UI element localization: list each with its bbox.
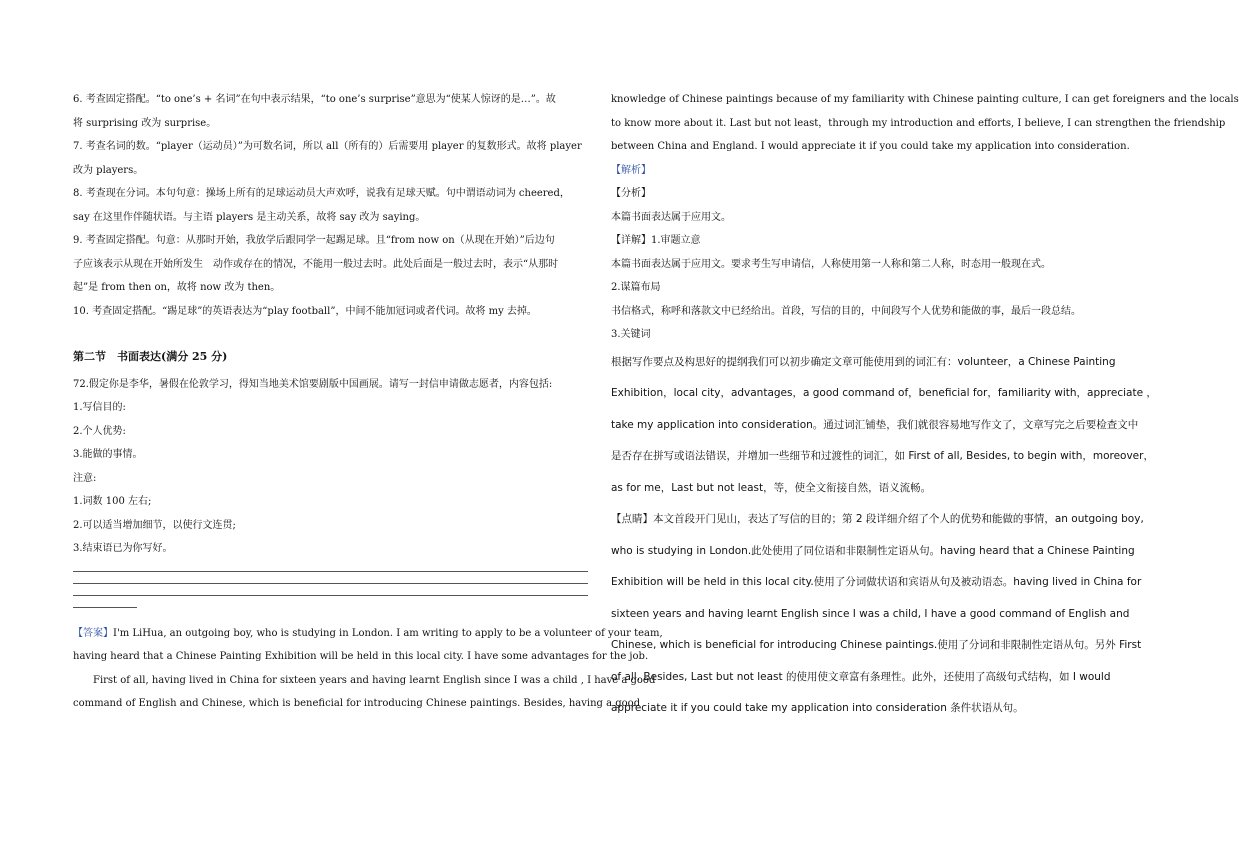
q7-line-1: 7. 考查名词的数。“player（运动员）”为可数名词，所以 all（所有的）后需要用 player 的复数形式。故将 player (73, 141, 582, 152)
q8-line-1: 8. 考查现在分词。本句句意：操场上所有的足球运动员大声欢呼，说我有足球天赋。句中谓语动词为 cheered， (73, 188, 570, 199)
answer-line-2 (73, 583, 588, 584)
xiangjie-heading: 【详解】1.审题立意 (611, 235, 701, 246)
dianjing-line-4: sixteen years and having learnt English since I was a child, I have a good command of English and (611, 607, 1130, 620)
q6-line-2: 将 surprising 改为 surprise。 (73, 117, 217, 129)
note-2: 2.可以适当增加细节，以使行文连贯; (73, 519, 236, 531)
cont-line-1: knowledge of Chinese paintings because of my familiarity with Chinese painting culture, I can get foreigners and the locals (611, 94, 1239, 105)
keywords-line-2: Exhibition，local city，advantages，a good command of，beneficial for，familiarity with，appreciate ， (611, 387, 1157, 399)
dianjing-line-7: appreciate it if you could take my application into consideration 条件状语从句。 (611, 702, 1024, 714)
answer-line-1 (73, 571, 588, 572)
section-title: 第二节 书面表达(满分 25 分) (73, 350, 228, 363)
s2-text: 书信格式，称呼和落款文中已经给出。首段，写信的目的，中间段写个人优势和能做的事，最后一段总结。 (611, 305, 1081, 317)
dianjing-line-5: Chinese, which is beneficial for introducing Chinese paintings.使用了分词和非限制性定语从句。另外 First (611, 639, 1142, 651)
q9-line-2: 子应该表示从现在开始所发生 动作或存在的情况，不能用一般过去时。此处后面是一般过去时，表示“从那时 (73, 258, 559, 270)
answer-tag: 【答案】 (73, 627, 113, 639)
answer-line-3 (73, 595, 588, 596)
keywords-line-3: take my application into consideration。通过词汇铺垫，我们就很容易地写作文了，文章写完之后要检查文中 (611, 418, 1139, 431)
cont-line-2: to know more about it. Last but not least，through my introduction and efforts, I believe, I can strengthen the friendship (611, 117, 1226, 129)
dianjing-line-2: who is studying in London.此处使用了同位语和非限制性定语从句。having heard that a Chinese Painting (611, 544, 1135, 557)
answer-line-first (73, 622, 663, 646)
q8-line-2: say 在这里作伴随状语。与主语 players 是主动关系，故将 say 改为 saying。 (73, 211, 426, 223)
answer-para2-2: command of English and Chinese, which is beneficial for introducing Chinese paintings. Besides, having a good (73, 698, 641, 709)
dianjing-line-1: 【点睛】本文首段开门见山，表达了写信的目的；第 2 段详细介绍了个人的优势和能做的事情，an outgoing boy, (611, 513, 1144, 525)
keywords-line-4: 是否存在拼写或语法错误，并增加一些细节和过渡性的词汇，如 First of all, Besides, to begin with，moreover， (611, 450, 1154, 462)
q72-prompt: 72.假定你是李华，暑假在伦敦学习，得知当地美术馆要剧版中国画展。请写一封信申请做志愿者，内容包括: (73, 378, 553, 390)
fenxi-text: 本篇书面表达属于应用文。 (611, 211, 731, 223)
keywords-line-5: as for me，Last but not least，等，使全文衔接自然，语义流畅。 (611, 481, 932, 494)
note-label: 注意: (73, 472, 97, 484)
s3-heading: 3.关键词 (611, 329, 651, 340)
dianjing-line-3: Exhibition will be held in this local city.使用了分词做状语和宾语从句及被动语态。having lived in China for (611, 576, 1142, 588)
answer-text-1: I'm LiHua, an outgoing boy, who is studying in London. I am writing to apply to be a volunteer of your team, (113, 627, 663, 639)
right-column (611, 88, 1239, 725)
cont-line-3: between China and England. I would appreciate it if you could take my application into consideration. (611, 141, 1130, 152)
q9-line-1: 9. 考查固定搭配。句意：从那时开始，我放学后跟同学一起踢足球。且“from now on（从现在开始）”后边句 (73, 235, 555, 246)
answer-text-2: having heard that a Chinese Painting Exhibition will be held in this local city. I have some advantages for the job. (73, 651, 649, 662)
note-1: 1.词数 100 左右; (73, 496, 152, 507)
note-3: 3.结束语已为你写好。 (73, 543, 173, 554)
answer-line-4 (73, 607, 137, 608)
q9-line-3: 起”是 from then on，故将 now 改为 then。 (73, 282, 281, 293)
q10-line-1: 10. 考查固定搭配。“踢足球”的英语表达为“play football”，中间不能加冠词或者代词。故将 my 去掉。 (73, 305, 537, 317)
item-3: 3.能做的事情。 (73, 449, 143, 460)
dianjing-line-6: of all, Besides, Last but not least 的使用使文章富有条理性。此外，还使用了高级句式结构，如 I would (611, 670, 1111, 683)
keywords-line-1: 根据写作要点及构思好的提纲我们可以初步确定文章可能使用到的词汇有：volunteer，a Chinese Painting (611, 355, 1116, 368)
jiexi-tag: 【解析】 (611, 164, 651, 176)
item-2: 2.个人优势: (73, 425, 126, 437)
q7-line-2: 改为 players。 (73, 164, 144, 176)
s2-heading: 2.谋篇布局 (611, 282, 661, 293)
q6-line-1: 6. 考查固定搭配。“to one’s + 名词”在句中表示结果，“to one’s surprise”意思为“使某人惊讶的是…”。故 (73, 94, 556, 105)
answer-para2-1: First of all, having lived in China for sixteen years and having learnt English since I was a child , I have a good (93, 674, 656, 686)
item-1: 1.写信目的: (73, 402, 126, 413)
xiangjie-text: 本篇书面表达属于应用文。要求考生写申请信，人称使用第一人称和第二人称，时态用一般现在式。 (611, 258, 1051, 270)
fenxi-tag: 【分析】 (611, 188, 651, 199)
